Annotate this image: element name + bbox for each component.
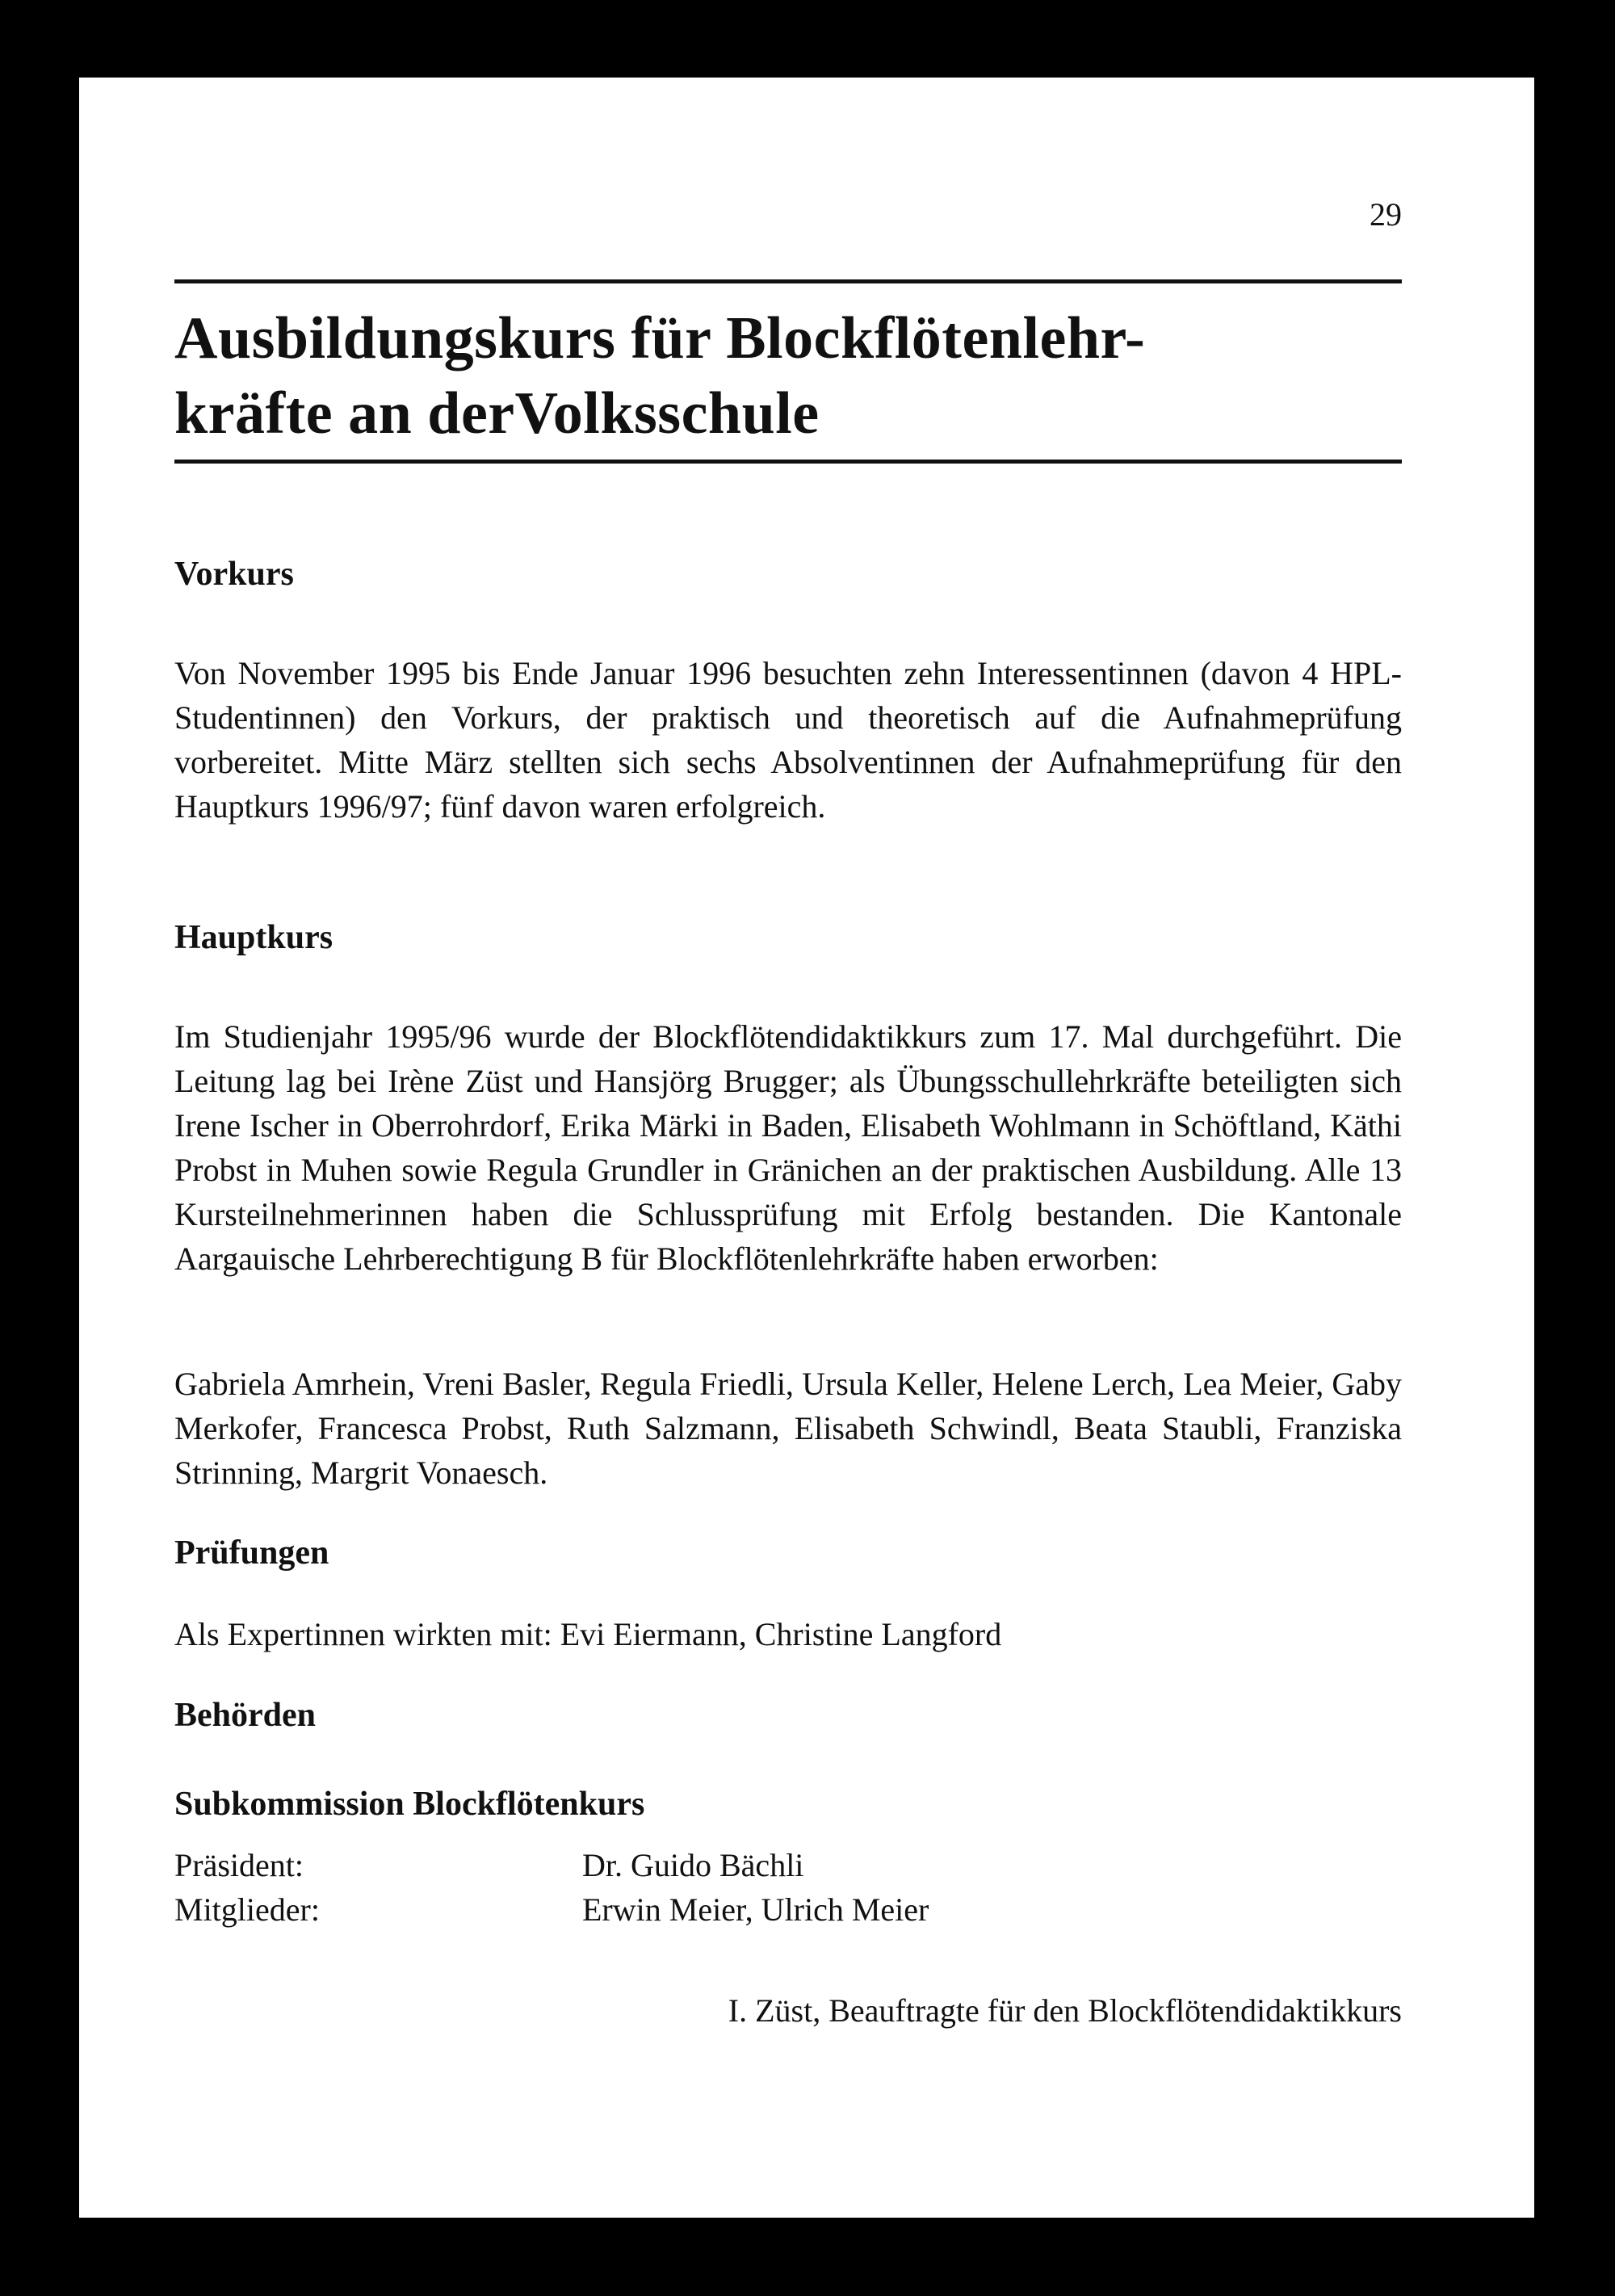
title-rule-top — [174, 279, 1402, 283]
heading-pruefungen: Prüfungen — [174, 1534, 329, 1572]
heading-hauptkurs: Hauptkurs — [174, 919, 333, 956]
paragraph-pruefungen: Als Expertinnen wirkten mit: Evi Eiermann, Christine Langford — [174, 1616, 1002, 1652]
paragraph-hauptkurs: Im Studienjahr 1995/96 wurde der Blockflötendidaktikkurs zum 17. Mal durchgeführt. Die Leitung lag bei Irène Züst und Hansjörg Brugger; als Übungsschullehrkräfte beteiligten sich Irene Ischer in Oberrohrdorf, Erika Märki in Baden, Elisabeth Wohlmann in Schöftland, Käthi Probst in Muhen sowie Regula Grundler in Gränichen an der praktischen Ausbildung. Alle 13 Kursteilnehmerinnen haben die Schlussprüfung mit Erfolg bestanden. Die Kantonale Aargauische Lehrberechtigung B für Blockflötenlehrkräfte haben erworben: — [174, 1018, 1402, 1277]
members-label: Mitglieder: — [174, 1891, 320, 1928]
page-title — [174, 301, 1402, 451]
members-value: Erwin Meier, Ulrich Meier — [582, 1891, 929, 1928]
president-label: Präsident: — [174, 1847, 304, 1883]
paragraph-graduates: Gabriela Amrhein, Vreni Basler, Regula Friedli, Ursula Keller, Helene Lerch, Lea Meier, Gaby Merkofer, Francesca Probst, Ruth Salzmann, Elisabeth Schwindl, Beata Staubli, Franziska Strinning, Margrit Vonaesch. — [174, 1366, 1402, 1491]
page-title-line-2: kräfte an derVolksschule — [174, 380, 820, 447]
heading-behoerden: Behörden — [174, 1697, 317, 1734]
title-rule-bottom — [174, 460, 1402, 464]
page-number: 29 — [1370, 196, 1402, 233]
president-value: Dr. Guido Bächli — [582, 1847, 804, 1883]
signature: I. Züst, Beauftragte für den Blockflötendidaktikkurs — [728, 1992, 1402, 2029]
document-page — [79, 78, 1534, 2218]
paragraph-vorkurs: Von November 1995 bis Ende Januar 1996 besuchten zehn Interessentinnen (davon 4 HPL-Studentinnen) den Vorkurs, der praktisch und theoretisch auf die Aufnahmeprüfung vorbereitet. Mitte März stellten sich sechs Absolventinnen der Aufnahmeprüfung für den Hauptkurs 1996/97; fünf davon waren erfolgreich. — [174, 655, 1402, 825]
page-title-line-1: Ausbildungskurs für Blockflötenlehr- — [174, 305, 1146, 371]
subheading-subkommission: Subkommission Blockflötenkurs — [174, 1786, 645, 1823]
heading-vorkurs: Vorkurs — [174, 556, 294, 593]
